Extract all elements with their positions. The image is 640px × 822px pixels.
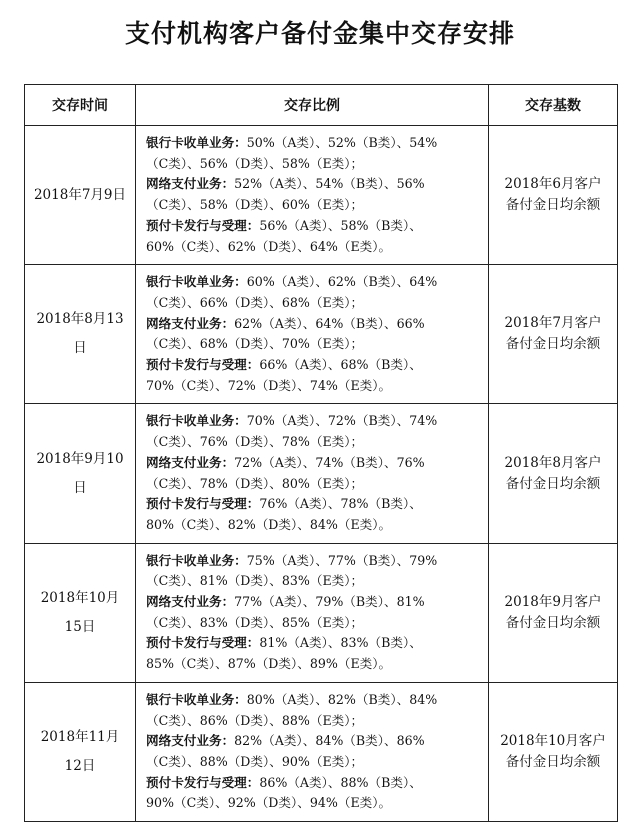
header-ratio: 交存比例 bbox=[136, 85, 489, 126]
prepaid-card-label: 预付卡发行与受理： bbox=[146, 357, 260, 373]
deposit-date: 2018年10月15日 bbox=[40, 589, 120, 635]
deposit-base-line-1: 2018年7月客户 bbox=[504, 315, 602, 332]
table-row bbox=[25, 126, 618, 265]
bank-card-ratios-2: （C类）、76%（D类）、78%（E类）； bbox=[146, 434, 364, 450]
deposit-base-line-2: 备付金日均余额 bbox=[505, 197, 601, 214]
prepaid-card-line-1 bbox=[146, 494, 482, 515]
deposit-base-line-2: 备付金日均余额 bbox=[505, 614, 601, 631]
prepaid-card-line-1 bbox=[146, 773, 482, 794]
network-payment-ratios-1: 82%（A类）、84%（B类）、86% bbox=[234, 733, 425, 749]
deposit-base-line-1: 2018年8月客户 bbox=[504, 454, 602, 471]
network-payment-label: 网络支付业务： bbox=[146, 176, 235, 192]
header-base: 交存基数 bbox=[489, 85, 618, 126]
page-title: 支付机构客户备付金集中交存安排 bbox=[124, 19, 515, 48]
deposit-date: 2018年7月9日 bbox=[33, 186, 127, 203]
network-payment-line-1 bbox=[146, 314, 482, 335]
deposit-schedule-table bbox=[24, 84, 618, 822]
bank-card-line-1 bbox=[146, 133, 482, 154]
network-payment-line-1 bbox=[146, 453, 482, 474]
deposit-base-cell bbox=[489, 265, 618, 404]
bank-card-label: 银行卡收单业务： bbox=[146, 274, 247, 290]
bank-card-ratios-1: 80%（A类）、82%（B类）、84% bbox=[246, 691, 438, 707]
network-payment-label: 网络支付业务： bbox=[146, 594, 235, 610]
bank-card-ratios-1: 75%（A类）、77%（B类）、79% bbox=[246, 552, 438, 568]
bank-card-label: 银行卡收单业务： bbox=[146, 691, 247, 707]
prepaid-card-ratios-1: 66%（A类）、68%（B类）、 bbox=[259, 357, 422, 373]
network-payment-label: 网络支付业务： bbox=[146, 733, 235, 749]
deposit-date-cell bbox=[25, 404, 136, 543]
prepaid-card-line-1 bbox=[146, 216, 482, 237]
deposit-ratio-cell bbox=[136, 404, 489, 543]
network-payment-line-1 bbox=[146, 174, 482, 195]
bank-card-line-1 bbox=[146, 551, 482, 572]
bank-card-ratios-2: （C类）、81%（D类）、83%（E类）； bbox=[146, 573, 364, 589]
deposit-base-line-1: 2018年10月客户 bbox=[500, 732, 606, 749]
deposit-date: 2018年11月12日 bbox=[40, 728, 120, 774]
prepaid-card-label: 预付卡发行与受理： bbox=[146, 635, 260, 651]
deposit-base-cell bbox=[489, 404, 618, 543]
network-payment-ratios-2: （C类）、78%（D类）、80%（E类）； bbox=[146, 475, 364, 491]
network-payment-ratios-2: （C类）、88%（D类）、90%（E类）； bbox=[146, 753, 364, 769]
table-row bbox=[25, 404, 618, 543]
network-payment-ratios-1: 52%（A类）、54%（B类）、56% bbox=[234, 176, 425, 192]
deposit-base-line-1: 2018年9月客户 bbox=[504, 593, 602, 610]
bank-card-ratios-2: （C类）、86%（D类）、88%（E类）； bbox=[146, 712, 364, 728]
network-payment-ratios-1: 62%（A类）、64%（B类）、66% bbox=[234, 315, 425, 331]
prepaid-card-ratios-2: 60%（C类）、62%（D类）、64%（E类）。 bbox=[146, 238, 392, 254]
prepaid-card-ratios-1: 81%（A类）、83%（B类）、 bbox=[259, 635, 422, 651]
prepaid-card-ratios-1: 76%（A类）、78%（B类）、 bbox=[259, 496, 422, 512]
network-payment-ratios-1: 72%（A类）、74%（B类）、76% bbox=[234, 454, 425, 470]
deposit-base-cell bbox=[489, 126, 618, 265]
table-row bbox=[25, 265, 618, 404]
network-payment-label: 网络支付业务： bbox=[146, 315, 235, 331]
deposit-base-line-2: 备付金日均余额 bbox=[505, 475, 601, 492]
bank-card-label: 银行卡收单业务： bbox=[146, 552, 247, 568]
network-payment-ratios-1: 77%（A类）、79%（B类）、81% bbox=[234, 594, 425, 610]
network-payment-ratios-2: （C类）、83%（D类）、85%（E类）； bbox=[146, 614, 364, 630]
prepaid-card-ratios-2: 90%（C类）、92%（D类）、94%（E类）。 bbox=[146, 795, 392, 811]
header-time: 交存时间 bbox=[25, 85, 136, 126]
prepaid-card-ratios-2: 70%（C类）、72%（D类）、74%（E类）。 bbox=[146, 377, 392, 393]
bank-card-line-1 bbox=[146, 411, 482, 432]
prepaid-card-line-1 bbox=[146, 633, 482, 654]
bank-card-line-1 bbox=[146, 690, 482, 711]
table-row bbox=[25, 682, 618, 821]
table-header-row bbox=[25, 85, 618, 126]
deposit-base-line-2: 备付金日均余额 bbox=[505, 336, 601, 353]
bank-card-ratios-2: （C类）、56%（D类）、58%（E类）； bbox=[146, 155, 364, 171]
network-payment-ratios-2: （C类）、68%（D类）、70%（E类）； bbox=[146, 336, 364, 352]
network-payment-line-1 bbox=[146, 731, 482, 752]
prepaid-card-label: 预付卡发行与受理： bbox=[146, 496, 260, 512]
prepaid-card-ratios-1: 56%（A类）、58%（B类）、 bbox=[259, 217, 422, 233]
deposit-ratio-cell bbox=[136, 682, 489, 821]
deposit-date-cell bbox=[25, 126, 136, 265]
network-payment-label: 网络支付业务： bbox=[146, 454, 235, 470]
bank-card-line-1 bbox=[146, 272, 482, 293]
prepaid-card-ratios-1: 86%（A类）、88%（B类）、 bbox=[259, 774, 422, 790]
prepaid-card-line-1 bbox=[146, 355, 482, 376]
prepaid-card-label: 预付卡发行与受理： bbox=[146, 774, 260, 790]
deposit-base-cell bbox=[489, 543, 618, 682]
deposit-date: 2018年8月13日 bbox=[36, 311, 124, 357]
deposit-base-line-1: 2018年6月客户 bbox=[504, 176, 602, 193]
deposit-date-cell bbox=[25, 265, 136, 404]
deposit-ratio-cell bbox=[136, 543, 489, 682]
prepaid-card-label: 预付卡发行与受理： bbox=[146, 217, 260, 233]
bank-card-ratios-1: 70%（A类）、72%（B类）、74% bbox=[246, 413, 438, 429]
deposit-date-cell bbox=[25, 543, 136, 682]
bank-card-ratios-2: （C类）、66%（D类）、68%（E类）； bbox=[146, 294, 364, 310]
prepaid-card-ratios-2: 85%（C类）、87%（D类）、89%（E类）。 bbox=[146, 656, 392, 672]
network-payment-ratios-2: （C类）、58%（D类）、60%（E类）； bbox=[146, 197, 364, 213]
bank-card-label: 银行卡收单业务： bbox=[146, 413, 247, 429]
bank-card-ratios-1: 60%（A类）、62%（B类）、64% bbox=[246, 274, 438, 290]
deposit-base-line-2: 备付金日均余额 bbox=[505, 753, 601, 770]
table-row bbox=[25, 543, 618, 682]
prepaid-card-ratios-2: 80%（C类）、82%（D类）、84%（E类）。 bbox=[146, 516, 392, 532]
bank-card-ratios-1: 50%（A类）、52%（B类）、54% bbox=[246, 135, 438, 150]
deposit-ratio-cell bbox=[136, 265, 489, 404]
deposit-base-cell bbox=[489, 682, 618, 821]
deposit-ratio-cell bbox=[136, 126, 489, 265]
network-payment-line-1 bbox=[146, 592, 482, 613]
deposit-date: 2018年9月10日 bbox=[36, 450, 124, 496]
deposit-date-cell bbox=[25, 682, 136, 821]
bank-card-label: 银行卡收单业务： bbox=[146, 135, 247, 150]
